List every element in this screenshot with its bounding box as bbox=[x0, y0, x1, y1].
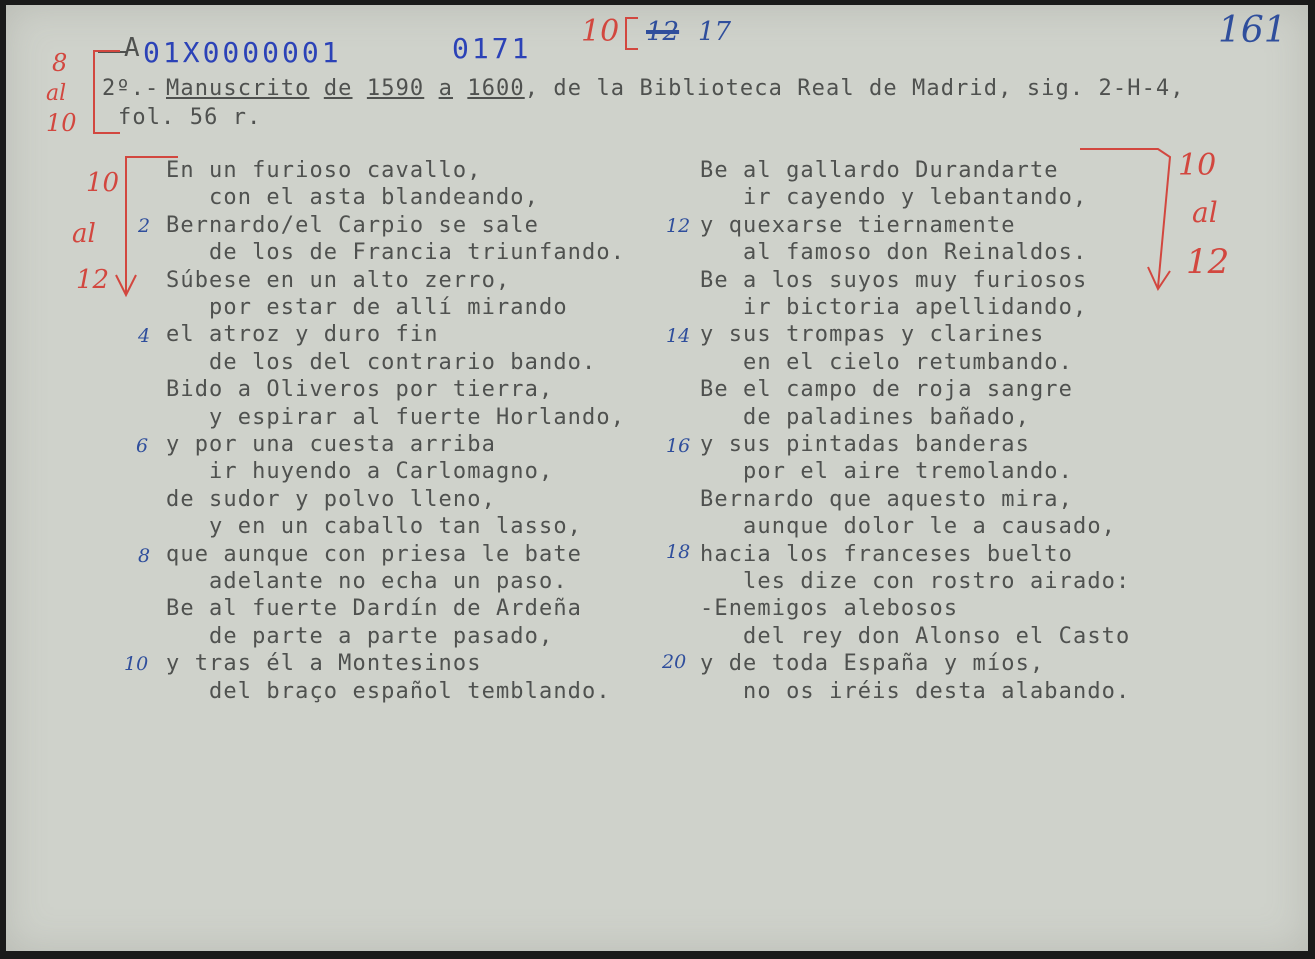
poem-line: Bido a Oliveros por tierra, bbox=[166, 377, 554, 403]
header-note-3: 10 bbox=[46, 109, 77, 137]
right-range-b: al bbox=[1192, 196, 1218, 229]
poem-line: y sus trompas y clarines bbox=[700, 322, 1045, 348]
line-number: 8 bbox=[138, 545, 151, 567]
line-number: 10 bbox=[124, 653, 149, 675]
poem-line: de sudor y polvo lleno, bbox=[166, 486, 496, 512]
poem-line: no os iréis desta alabando. bbox=[700, 678, 1131, 704]
line-number: 6 bbox=[136, 435, 149, 457]
right-range-a: 10 bbox=[1178, 148, 1217, 183]
poem-line: y tras él a Montesinos bbox=[166, 651, 482, 677]
line-number: 18 bbox=[666, 541, 691, 563]
stamp-code: 01X0000001 bbox=[143, 36, 342, 69]
poem-line: Súbese en un alto zerro, bbox=[166, 267, 511, 293]
poem-line: de parte a parte pasado, bbox=[166, 623, 554, 649]
top-note-right: 17 bbox=[698, 17, 732, 47]
line-number: 14 bbox=[666, 325, 691, 347]
poem-line: por el aire tremolando. bbox=[700, 459, 1073, 485]
poem-line: Be a los suyos muy furiosos bbox=[700, 267, 1088, 293]
poem-line: del rey don Alonso el Casto bbox=[700, 623, 1131, 649]
poem-line: de paladines bañado, bbox=[700, 404, 1030, 430]
poem-line: el atroz y duro fin bbox=[166, 322, 439, 348]
poem-line: -Enemigos alebosos bbox=[700, 596, 959, 622]
header-note-1: 8 bbox=[52, 49, 68, 77]
poem-line: Bernardo que aquesto mira, bbox=[700, 486, 1073, 512]
poem-line: con el asta blandeando, bbox=[166, 185, 539, 211]
line-number: 2 bbox=[138, 215, 151, 237]
poem-line: Be el campo de roja sangre bbox=[700, 377, 1073, 403]
poem-line: en el cielo retumbando. bbox=[700, 349, 1073, 375]
section-number: 2º.- bbox=[102, 76, 160, 101]
left-range-a: 10 bbox=[86, 168, 120, 198]
poem-line: Be al fuerte Dardín de Ardeña bbox=[166, 596, 583, 622]
poem-line: hacia los franceses buelto bbox=[700, 541, 1073, 567]
section-title: Manuscrito de 1590 a 1600, de la Biblioteca Real de Madrid, sig. 2-H-4, bbox=[166, 76, 1185, 101]
line-number: 20 bbox=[662, 651, 687, 673]
poem-line: Be al gallardo Durandarte bbox=[700, 158, 1059, 183]
poem-line: adelante no echa un paso. bbox=[166, 569, 568, 594]
right-range-c: 12 bbox=[1186, 242, 1230, 282]
top-note-struck: 12 bbox=[646, 17, 680, 47]
section-folio: fol. 56 r. bbox=[118, 105, 262, 130]
top-note-left: 10 bbox=[581, 14, 620, 49]
stamp-sub: 0171 bbox=[452, 32, 532, 65]
poem-line: Bernardo/el Carpio se sale bbox=[166, 212, 539, 238]
line-number: 12 bbox=[666, 215, 691, 237]
poem-line: ir bictoria apellidando, bbox=[700, 295, 1088, 320]
document-page bbox=[6, 5, 1308, 951]
poem-line: aunque dolor le a causado, bbox=[700, 514, 1117, 540]
poem-line: al famoso don Reinaldos. bbox=[700, 240, 1088, 266]
poem-line: ir cayendo y lebantando, bbox=[700, 185, 1088, 211]
poem-line: ir huyendo a Carlomagno, bbox=[166, 459, 554, 485]
page-number-note: 161 bbox=[1218, 10, 1287, 51]
poem-line: les dize con rostro airado: bbox=[700, 569, 1131, 594]
line-number: 16 bbox=[666, 435, 691, 457]
poem-line: de los de Francia triunfando. bbox=[166, 240, 626, 266]
poem-line: del braço español temblando. bbox=[166, 678, 611, 704]
top-note-bracket bbox=[622, 15, 642, 53]
header-note-2: al bbox=[46, 81, 67, 106]
poem-line: y en un caballo tan lasso, bbox=[166, 514, 583, 540]
left-range-b: al bbox=[72, 219, 96, 249]
poem-line: que aunque con priesa le bate bbox=[166, 541, 583, 567]
poem-line: y quexarse tiernamente bbox=[700, 212, 1016, 238]
poem-line: y espirar al fuerte Horlando, bbox=[166, 404, 626, 430]
poem-line: En un furioso cavallo, bbox=[166, 158, 482, 183]
poem-line: por estar de allí mirando bbox=[166, 295, 568, 320]
stamp-prefix: A bbox=[124, 33, 143, 63]
poem-line: y de toda España y míos, bbox=[700, 651, 1045, 677]
poem-line: y por una cuesta arriba bbox=[166, 432, 496, 457]
line-number: 4 bbox=[138, 325, 151, 347]
poem-line: y sus pintadas banderas bbox=[700, 432, 1030, 457]
right-range-arrow bbox=[1076, 143, 1176, 293]
left-range-c: 12 bbox=[76, 265, 110, 295]
poem-line: de los del contrario bando. bbox=[166, 349, 597, 375]
